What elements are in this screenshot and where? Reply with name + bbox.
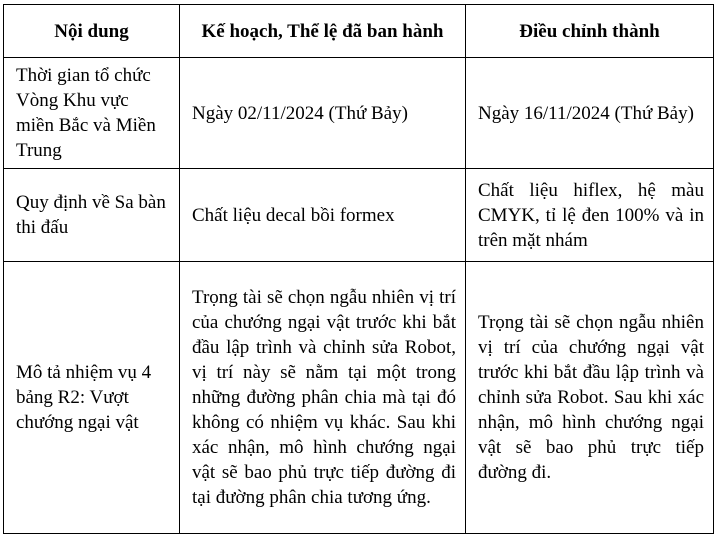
- table-row: [4, 262, 714, 534]
- cell-adjusted: Ngày 16/11/2024 (Thứ Bảy): [466, 58, 714, 169]
- cell-original: Chất liệu decal bồi formex: [180, 169, 466, 262]
- cell-original: Trọng tài sẽ chọn ngẫu nhiên vị trí của chướng ngại vật trước khi bắt đầu lập trình và chỉnh sửa Robot, vị trí này sẽ nằm tại một trong những đường phân chia mà tại đó không có nhiệm vụ khác. Sau khi xác nhận, mô hình chướng ngại vật sẽ bao phủ trực tiếp đường đi tại đường phân chia tương ứng.: [180, 262, 466, 534]
- cell-topic: Thời gian tổ chức Vòng Khu vực miền Bắc và Miền Trung: [4, 58, 180, 169]
- cell-adjusted: Chất liệu hiflex, hệ màu CMYK, tỉ lệ đen 100% và in trên mặt nhám: [466, 169, 714, 262]
- table-row: [4, 169, 714, 262]
- cell-topic: Mô tả nhiệm vụ 4 bảng R2: Vượt chướng ngại vật: [4, 262, 180, 534]
- table-row: [4, 58, 714, 169]
- adjustment-table: [3, 4, 714, 534]
- cell-adjusted: Trọng tài sẽ chọn ngẫu nhiên vị trí của chướng ngại vật trước khi bắt đầu lập trình và chỉnh sửa Robot. Sau khi xác nhận, mô hình chướng ngại vật sẽ bao phủ trực tiếp đường đi.: [466, 262, 714, 534]
- header-row: [4, 5, 714, 58]
- header-adjusted: Điều chỉnh thành: [466, 5, 714, 58]
- header-topic: Nội dung: [4, 5, 180, 58]
- cell-original: Ngày 02/11/2024 (Thứ Bảy): [180, 58, 466, 169]
- header-original-plan: Kế hoạch, Thể lệ đã ban hành: [180, 5, 466, 58]
- cell-topic: Quy định về Sa bàn thi đấu: [4, 169, 180, 262]
